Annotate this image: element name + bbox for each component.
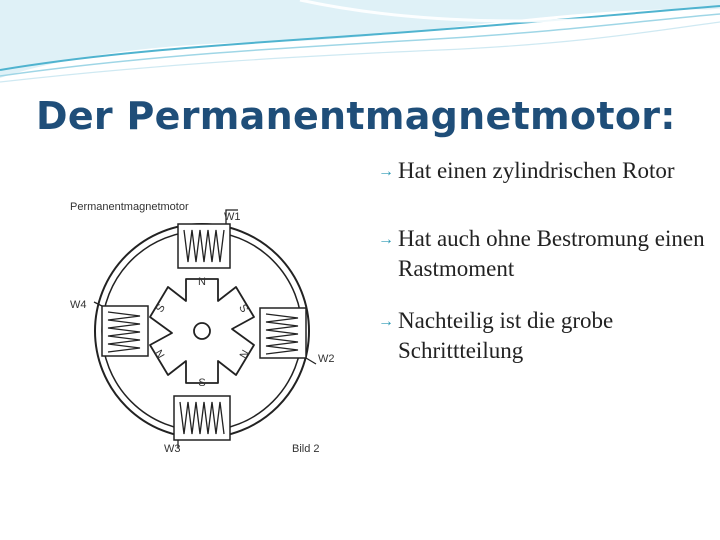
pole-label-upper-left: S: [153, 302, 168, 315]
diagram-title: Permanentmagnetmotor: [70, 201, 189, 213]
coil-label-w2: W2: [318, 353, 335, 365]
bullet-text: Hat auch ohne Bestromung einen Rastmoment: [398, 226, 705, 281]
coil-label-w1: W1: [224, 211, 241, 223]
bullet-item: [378, 306, 708, 366]
bullet-item: [378, 156, 708, 186]
pole-label-lower-left: N: [151, 348, 167, 361]
figure-label: Bild 2: [292, 443, 320, 455]
bullet-list: [378, 156, 708, 404]
pole-label-top: N: [198, 276, 206, 288]
arrow-bullet-icon: →: [378, 313, 394, 330]
pole-label-upper-right: S: [236, 302, 251, 315]
slide-title: Der Permanentmagnetmotor:: [36, 94, 676, 138]
pole-label-bottom: S: [198, 377, 206, 389]
header-wave-decoration: [0, 0, 720, 90]
pole-label-lower-right: N: [237, 348, 253, 361]
stepper-motor-diagram: [66, 190, 338, 458]
coil-label-w3: W3: [164, 443, 181, 455]
coil-w3: [174, 396, 230, 448]
coil-w4: [94, 302, 148, 356]
bullet-text: Hat einen zylindrischen Rotor: [398, 158, 675, 183]
bullet-item: [378, 224, 708, 284]
arrow-bullet-icon: →: [378, 163, 394, 180]
bullet-text: Nachteilig ist die grobe Schrittteilung: [398, 308, 614, 363]
coil-label-w4: W4: [70, 299, 87, 311]
rotor-shaft: [194, 323, 210, 339]
arrow-bullet-icon: →: [378, 231, 394, 248]
